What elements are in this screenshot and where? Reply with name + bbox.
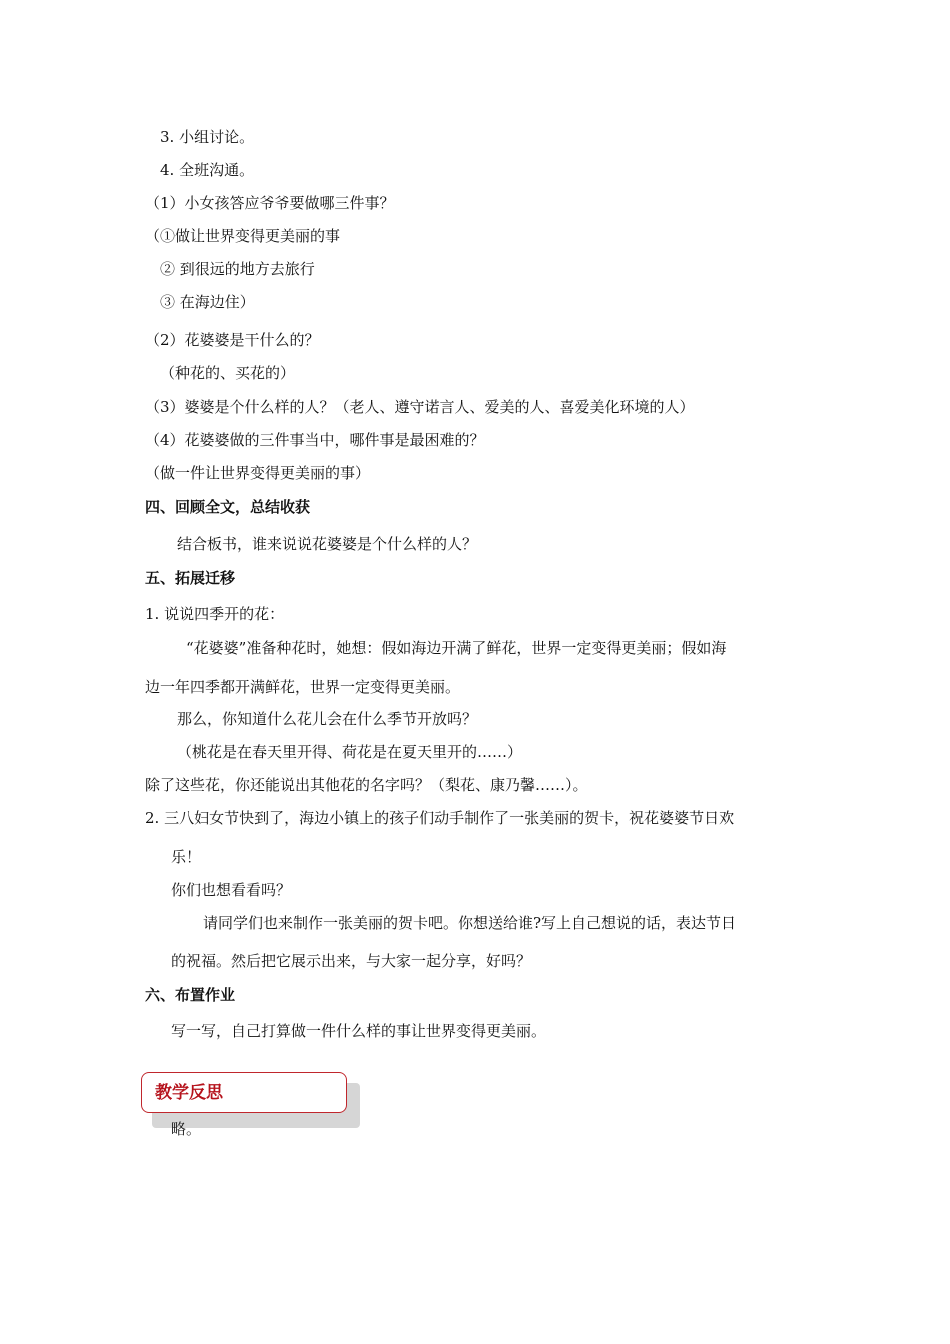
paragraph-1-line-2: 边一年四季都开满鲜花，世界一定变得更美丽。	[145, 678, 461, 696]
item-2-line-4: 请同学们也来制作一张美丽的贺卡吧。你想送给谁?写上自己想说的话，表达节日	[203, 914, 737, 932]
item-2-line-3: 你们也想看看吗？	[171, 881, 292, 899]
item-2-line-5: 的祝福。然后把它展示出来，与大家一起分享，好吗？	[171, 952, 532, 970]
answer-1-b: ② 到很远的地方去旅行	[160, 260, 315, 278]
reflection-body: 略。	[171, 1120, 202, 1138]
section-6-heading: 六、布置作业	[145, 986, 236, 1004]
paragraph-2: 那么，你知道什么花儿会在什么季节开放吗？	[177, 710, 478, 728]
question-4: （4）花婆婆做的三件事当中，哪件事是最困难的？	[145, 431, 485, 449]
step-3: 3. 小组讨论。	[160, 128, 255, 146]
answer-2: （种花的、买花的）	[160, 364, 296, 382]
step-4: 4. 全班沟通。	[160, 161, 255, 179]
reflection-title-box	[141, 1072, 347, 1113]
section-4-heading: 四、回顾全文，总结收获	[145, 498, 311, 516]
reflection-title: 教学反思	[155, 1083, 223, 1103]
answer-1-a: （①做让世界变得更美丽的事	[145, 227, 341, 245]
question-3: （3）婆婆是个什么样的人？（老人、遵守诺言人、爱美的人、喜爱美化环境的人）	[145, 398, 695, 416]
paragraph-1-line-1: “花婆婆”准备种花时，她想：假如海边开满了鲜花，世界一定变得更美丽；假如海	[186, 639, 727, 657]
item-2-line-2: 乐！	[171, 848, 202, 866]
item-2-line-1: 2. 三八妇女节快到了，海边小镇上的孩子们动手制作了一张美丽的贺卡，祝花婆婆节日欢	[145, 809, 735, 827]
question-2: （2）花婆婆是干什么的？	[145, 331, 320, 349]
section-6-text: 写一写，自己打算做一件什么样的事让世界变得更美丽。	[171, 1022, 547, 1040]
answer-4: （做一件让世界变得更美丽的事）	[145, 464, 371, 482]
question-1: （1）小女孩答应爷爷要做哪三件事？	[145, 194, 395, 212]
item-1-title: 1. 说说四季开的花：	[145, 605, 285, 623]
paragraph-3: （桃花是在春天里开得、荷花是在夏天里开的……）	[177, 743, 523, 761]
section-5-heading: 五、拓展迁移	[145, 569, 236, 587]
section-4-text: 结合板书，谁来说说花婆婆是个什么样的人？	[177, 535, 478, 553]
paragraph-4: 除了这些花，你还能说出其他花的名字吗？（梨花、康乃馨……）。	[145, 776, 588, 794]
answer-1-c: ③ 在海边住）	[160, 293, 255, 311]
